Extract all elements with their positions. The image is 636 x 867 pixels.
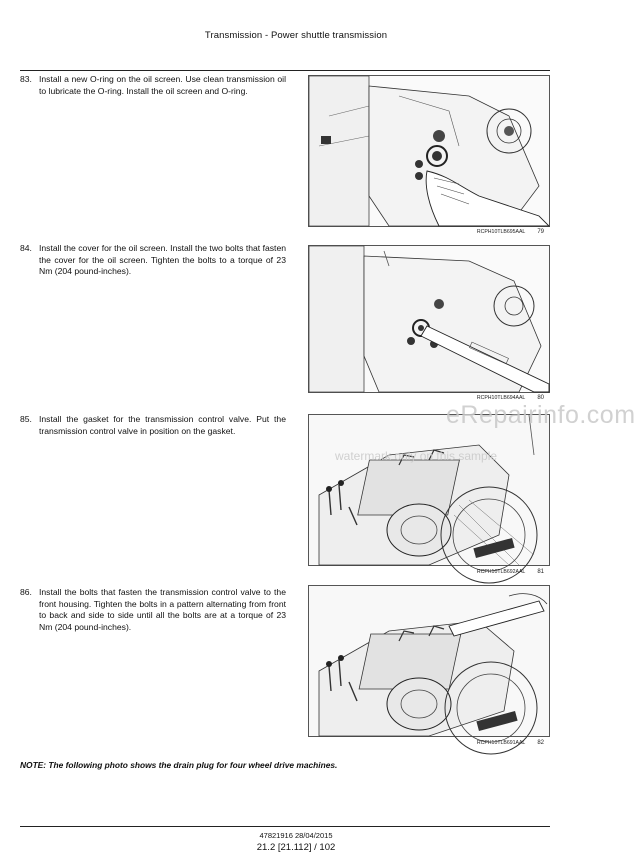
photo-control-valve-gasket (308, 414, 550, 566)
page-header: Transmission - Power shuttle transmission (204, 30, 388, 41)
step-text: Install the cover for the oil screen. Install the two bolts that fasten the cover for the oil screen. Tighten the bolts to a torque of 23 Nm (204 pound-inches). (39, 243, 286, 277)
figure-79 (308, 75, 550, 243)
figure-caption (477, 229, 544, 235)
photo-control-valve-bolts (308, 585, 550, 737)
figure-number: 82 (537, 740, 544, 746)
figure-code: RCPH10TLB691AAL (476, 740, 526, 746)
figure-82 (308, 585, 550, 750)
figure-code: RCPH10TLB692AAL (476, 569, 526, 575)
footer-rule (20, 826, 550, 827)
photo-oil-screen-oring (308, 75, 550, 227)
step-number: 86. (20, 587, 32, 597)
step-85 (20, 414, 286, 437)
photo-oil-screen-cover (308, 245, 550, 393)
step-84 (20, 243, 286, 278)
step-number: 85. (20, 414, 32, 424)
note-text: NOTE: The following photo shows the drain plug for four wheel drive machines. (20, 760, 338, 770)
watermark-notice: watermark only on this sample (335, 449, 498, 463)
figure-number: 81 (537, 569, 544, 575)
figure-code: RCPH10TLB694AAL (476, 395, 526, 401)
step-text: Install a new O-ring on the oil screen. Use clean transmission oil to lubricate the O-ring. Install the oil screen and O-ring. (39, 74, 286, 96)
footer-page-number: 21.2 [21.112] / 102 (256, 842, 336, 853)
figure-caption (477, 740, 544, 746)
figure-caption (477, 569, 544, 575)
step-text: Install the bolts that fasten the transmission control valve to the front housing. Tighten the bolts in a pattern alternating from front to back and side to side until all the bolts are at a torque of 23 Nm (204 pound-inches). (39, 587, 286, 632)
step-83 (20, 74, 286, 97)
figure-code: RCPH10TLB695AAL (476, 229, 526, 235)
figure-number: 80 (537, 395, 544, 401)
step-number: 83. (20, 74, 32, 84)
watermark-brand: eRepairinfo.com (446, 401, 636, 429)
footer-doc-id: 47821916 28/04/2015 (259, 831, 333, 840)
figure-caption (477, 395, 544, 401)
step-text: Install the gasket for the transmission control valve. Put the transmission control valve in position on the gasket. (39, 414, 286, 436)
step-number: 84. (20, 243, 32, 253)
step-86 (20, 587, 286, 633)
figure-81 (308, 414, 550, 580)
header-rule (20, 70, 550, 71)
figure-80 (308, 245, 550, 410)
figure-number: 79 (537, 229, 544, 235)
